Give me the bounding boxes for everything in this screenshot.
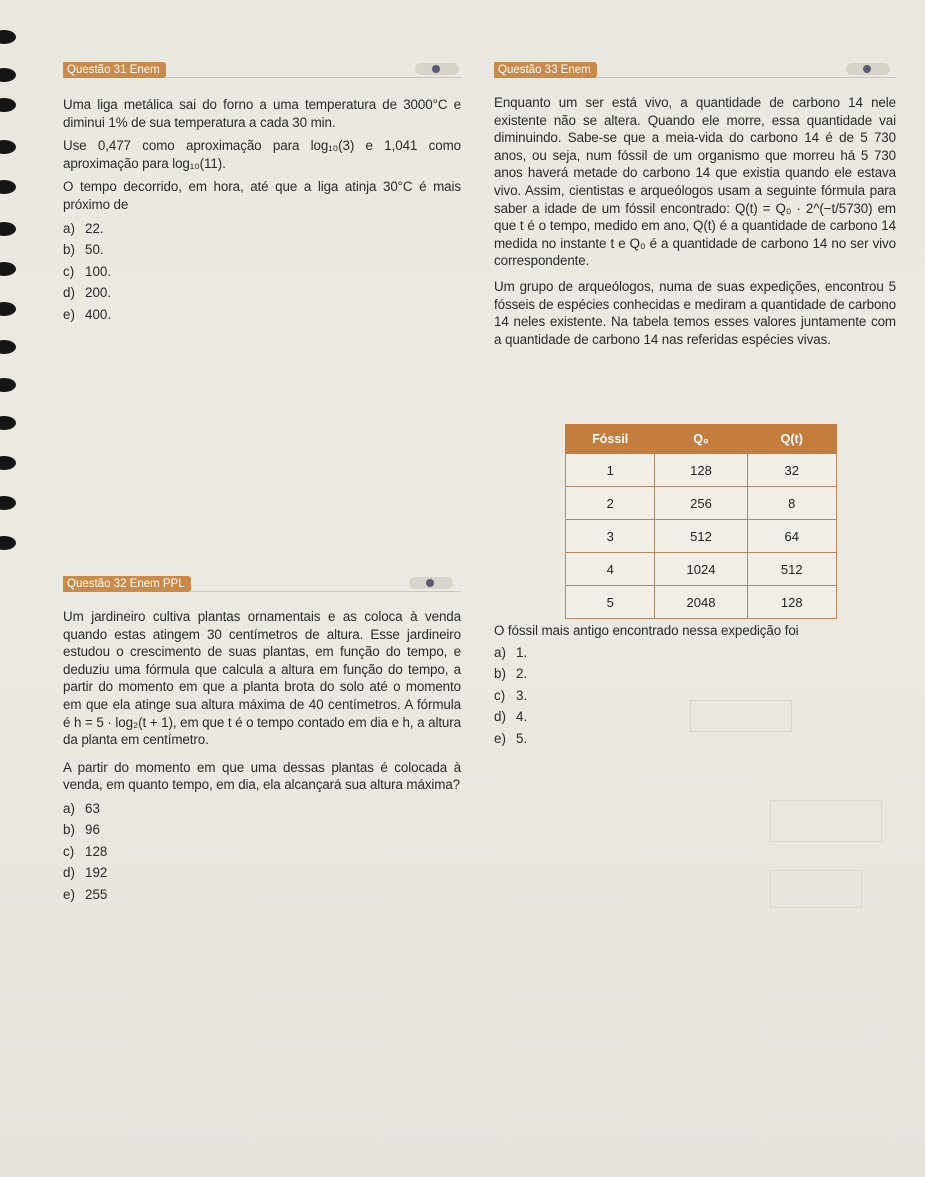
table-header: Q₀ bbox=[655, 425, 747, 454]
option-d[interactable]: d) 200. bbox=[63, 285, 112, 301]
option-a[interactable]: a) 63 bbox=[63, 800, 100, 816]
question-prompt: A partir do momento em que uma dessas plantas é colocada à venda, em quanto tempo, em dia, ela alcançará sua altura máxima? bbox=[63, 759, 461, 793]
question-tag: Questão 31 Enem bbox=[63, 62, 166, 78]
table-row: 4 1024 512 bbox=[566, 553, 837, 586]
table-header: Q(t) bbox=[747, 425, 836, 454]
option-c[interactable]: c) 3. bbox=[494, 687, 528, 703]
question-header bbox=[494, 62, 896, 80]
option-b[interactable]: b) 96 bbox=[63, 822, 100, 838]
question-33-answers bbox=[494, 622, 896, 749]
option-a[interactable]: a) 1. bbox=[494, 644, 528, 660]
option-b[interactable]: b) 50. bbox=[63, 242, 104, 258]
option-b[interactable]: b) 2. bbox=[494, 666, 528, 682]
question-statement: Enquanto um ser está vivo, a quantidade de carbono 14 nele existente não se altera. Quando ele morre, essa quantidade vai diminuindo. Sabe-se que a meia-vida do carbono 14 é de 5 730 anos, ou seja, num fóssil de um organismo que morreu há 5 730 anos haverá metade do carbono 14 que existia quando ele estava vivo. Assim, cientistas e arqueólogos usam a seguinte fórmula para saber a idade de um fóssil encontrado: Q(t) = Q₀ · 2^(−t/5730) em que t é o tempo, medido em ano, Q(t) é a quantidade de carbono 14 medida no instante t e Q₀ é a quantidade de carbono 14 no ser vivo correspondente. bbox=[494, 95, 896, 269]
question-33 bbox=[494, 62, 896, 348]
table-row: 1 128 32 bbox=[566, 454, 837, 487]
option-a[interactable]: a) 22. bbox=[63, 220, 104, 236]
question-tag: Questão 33 Enem bbox=[494, 62, 597, 78]
answer-options bbox=[63, 798, 461, 906]
question-prompt: O tempo decorrido, em hora, até que a liga atinja 30°C é mais próximo de bbox=[63, 179, 461, 212]
option-e[interactable]: e) 5. bbox=[494, 730, 528, 746]
table-header: Fóssil bbox=[566, 425, 655, 454]
question-31 bbox=[63, 62, 461, 325]
question-header bbox=[63, 62, 461, 80]
option-e[interactable]: e) 255 bbox=[63, 886, 108, 902]
answer-options bbox=[63, 218, 461, 326]
option-d[interactable]: d) 4. bbox=[494, 709, 528, 725]
question-tag: Questão 32 Enem PPL bbox=[63, 576, 191, 592]
table-row: 5 2048 128 bbox=[566, 586, 837, 619]
bleed-through-mark bbox=[770, 800, 882, 842]
question-marker-icon bbox=[846, 63, 890, 75]
answer-options bbox=[494, 642, 896, 750]
question-statement: Uma liga metálica sai do forno a uma temperatura de 3000°C e diminui 1% de sua temperatura a cada 30 min. bbox=[63, 97, 461, 130]
question-context: Um grupo de arqueólogos, numa de suas expedições, encontrou 5 fósseis de espécies conhecidas e mediram a quantidade de carbono 14 neles existente. Na tabela temos esses valores juntamente com a quantidade de carbono 14 nas referidas espécies vivas. bbox=[494, 278, 896, 347]
table-row: 3 512 64 bbox=[566, 520, 837, 553]
option-c[interactable]: c) 100. bbox=[63, 263, 112, 279]
question-hint: Use 0,477 como aproximação para log₁₀(3) e 1,041 como aproximação para log₁₀(11). bbox=[63, 138, 461, 171]
table-row: 2 256 8 bbox=[566, 487, 837, 520]
question-header bbox=[63, 576, 461, 594]
question-prompt: O fóssil mais antigo encontrado nessa expedição foi bbox=[494, 623, 799, 638]
option-d[interactable]: d) 192 bbox=[63, 865, 108, 881]
option-c[interactable]: c) 128 bbox=[63, 843, 108, 859]
fossil-table bbox=[565, 424, 837, 619]
option-e[interactable]: e) 400. bbox=[63, 306, 112, 322]
question-marker-icon bbox=[409, 577, 453, 589]
question-statement: Um jardineiro cultiva plantas ornamentais e as coloca à venda quando estas atingem 30 centímetros de altura. Esse jardineiro estudou o crescimento de suas plantas, em função do tempo, e deduziu uma fórmula que calcula a altura em função do tempo, a partir do momento em que a planta brota do solo até o momento em que ela atinge sua altura máxima de 40 centímetros. A fórmula é h = 5 · log₂(t + 1), em que t é o tempo contado em dia e h, a altura da planta em centímetro. bbox=[63, 609, 461, 748]
bleed-through-mark bbox=[770, 870, 862, 908]
question-32 bbox=[63, 576, 461, 905]
question-marker-icon bbox=[415, 63, 459, 75]
